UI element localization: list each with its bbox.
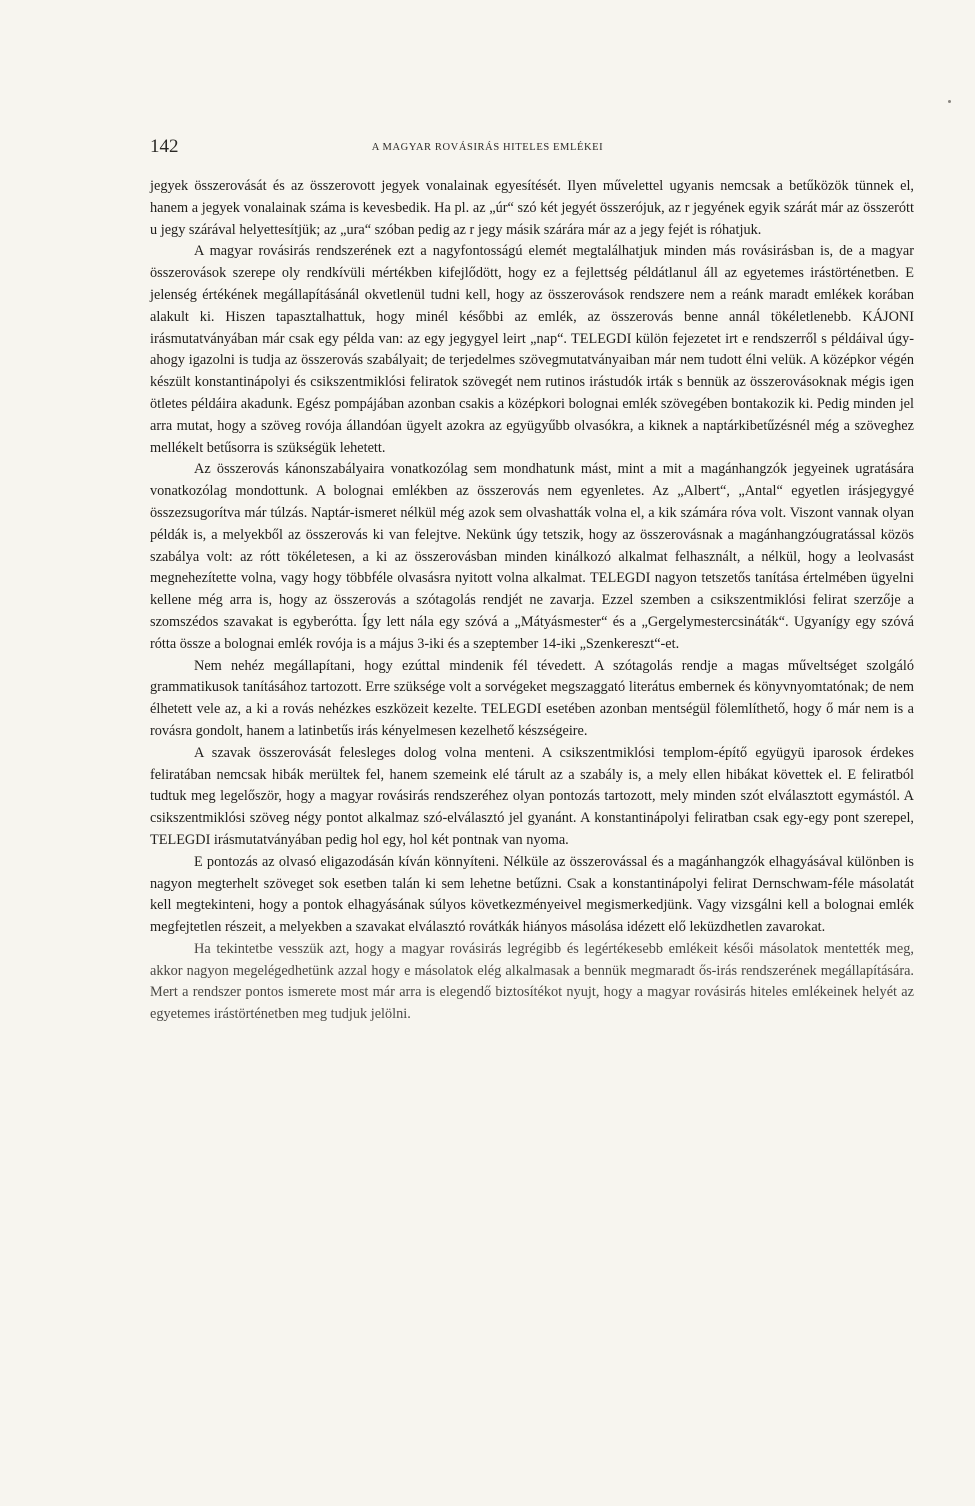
paragraph-4: Nem nehéz megállapítani, hogy ezúttal mindenik fél tévedett. A szótagolás rendje a magas műveltséget szolgáló grammatikusok tanításához tartozott. Erre szüksége volt a sorvégeket megszaggató literátus embernek és könyvnyomtatónak; de nem élhetett vele az, a ki a rovás nehézkes eszközeit kezelte. TELEGDI esetében azonban mentségül fölemlíthető, hogy ő már nem is a rovásra gondolt, hanem a latinbetűs irás kényelmesen kezelhető készségeire. [150, 657, 914, 739]
page-number: 142 [150, 136, 179, 157]
body-text [150, 176, 914, 1026]
paragraph-6: E pontozás az olvasó eligazodásán kíván könnyíteni. Nélküle az összerovással és a magánhangzók elhagyásával különben is nagyon megterhelt szöveget sok esetben talán ki sem lehetne betűzni. Csak a konstantinápolyi felirat Dernschwam-féle másolatát kell megtekinteni, hogy a pontok elhagyásának súlyos következményeivel megismerkedjünk. Vagy vizsgálni kell a bolognai emlék megfejtetlen részeit, a melyekben a szavakat elválasztó rovátkák hiányos másolása idézett elő leküzdhetlen zavarokat. [150, 853, 914, 936]
paragraph-3: Az összerovás kánonszabályaira vonatkozólag sem mondhatunk mást, mint a mit a magánhangzók jegyeinek ugratására vonatkozólag mondottunk. A bolognai emlékben az összerovás nem egyenletes. Az „Albert“, „Antal“ egyetlen irásjegygyé összezsugorítva már túlzás. Naptár-ismeret nélkül még azok sem olvashatták volna el, a kik számára róva volt. Viszont vannak olyan példák is, a melyekből az összerovás ki van felejtve. Nekünk úgy tetszik, hogy az összerovásnak a magánhangzóugratással közös szabálya volt: az rótt tökéletesen, a ki az összerovásban minden kinálkozó alkalmat felhasznált, a nélkül, hogy a leolvasást megnehezítette volna, vagy hogy többféle olvasásra nyitott volna alkalmat. TELEGDI nagyon tetszetős tanítása értelmében ügyelni kellene még arra is, hogy az összerovás a szótagolás rendjét ne zavarja. Ezzel szemben a csikszentmiklósi felirat szerzője a szomszédos szavakat is egyberótta. Így lett nála egy szóvá a „Mátyásmester“ és a „Gergelymestercsináták“. Ugyanígy egy szóvá rótta össze a bolognai emlék rovója is a május 3-iki és a szeptember 14-iki „Szenkereszt“-et. [150, 461, 914, 652]
paragraph-2: A magyar rovásirás rendszerének ezt a nagyfontosságú elemét megtalálhatjuk minden más rovásirásban is, de a magyar összerovások szerepe oly rendkívüli mértékben kifejlődött, hogy ez a fejlettség példátlanul áll az egyetemes irástörténetben. E jelenség értékének megállapításánál okvetlenül tudni kell, hogy az összerovások rendszere nem a reánk maradt emlékek korában alakult ki. Hiszen tapasztalhattuk, hogy minél későbbi az emlék, az összerovás benne annál tökéletlenebb. KÁJONI irásmutatványában már csak egy példa van: az egy jegygyel leirt „nap“. TELEGDI külön fejezetet irt e rendszerről s példáival úgy-ahogy igazolni is tudja az összerovás szabályait; de terjedelmes szövegmutatványaiban már nem tudott élni velük. A középkor végén készült konstantinápolyi és csikszentmiklósi feliratok szövegét nem rutinos irástudók irták s bennük az összerovásoknak mégis igen ötletes példáira akadunk. Egész pompájában azonban csakis a középkori bolognai emlék szövegében bontakozik ki. Pedig minden jel arra mutat, hogy a szöveg rovója állandóan ügyelt azokra az együgyűbb olvasókra, a kiknek a naptárkibetűzésnél még a szöveghez mellékelt betűsorra is szükségük lehetett. [150, 243, 914, 456]
speck-mark [948, 100, 951, 103]
running-title: A MAGYAR ROVÁSIRÁS HITELES EMLÉKEI [371, 142, 604, 153]
paragraph-5: A szavak összerovását felesleges dolog volna menteni. A csikszentmiklósi templom-építő együgyü iparosok érdekes feliratában nemcsak hibák merültek fel, hanem szemeink elé tárult az a szabály is, a mely ellen hibákat követtek el. E feliratból tudtuk meg legelőször, hogy a magyar rovásirás rendszeréhez olyan pontozás tartozott, mely minden szót elválasztott egymástól. A csikszentmiklósi szöveg négy pontot alkalmaz szó-elválasztó jel gyanánt. A konstantinápolyi feliratban csak egy-egy pont szerepel, TELEGDI irásmutatványában pedig hol egy, hol két pontnak van nyoma. [150, 744, 914, 848]
paragraph-7: Ha tekintetbe vesszük azt, hogy a magyar rovásirás legrégibb és legértékesebb emlékeit késői másolatok mentették meg, akkor nagyon megelégedhetünk azzal hogy e másolatok elég alkalmasak a bennük megmaradt ős-irás rendszerének megállapítására. Mert a rendszer pontos ismerete most már arra is elegendő biztosítékot nyujt, hogy a magyar rovásirás hiteles emlékeinek helyét az egyetemes irástörténetben meg tudjuk jelölni. [150, 940, 914, 1023]
paragraph-1: jegyek összerovását és az összerovott jegyek vonalainak egyesítését. Ilyen művelettel ugyanis nemcsak a betűközök tünnek el, hanem a jegyek vonalainak száma is kevesbedik. Ha pl. az „úr“ szó két jegyét összerójuk, az r jegyének egyik szárát már az összerótt u jegy szárával helyettesítjük; az „ura“ szóban pedig az r jegy másik szárára már az a jegy fejét is róhatjuk. [150, 178, 914, 238]
